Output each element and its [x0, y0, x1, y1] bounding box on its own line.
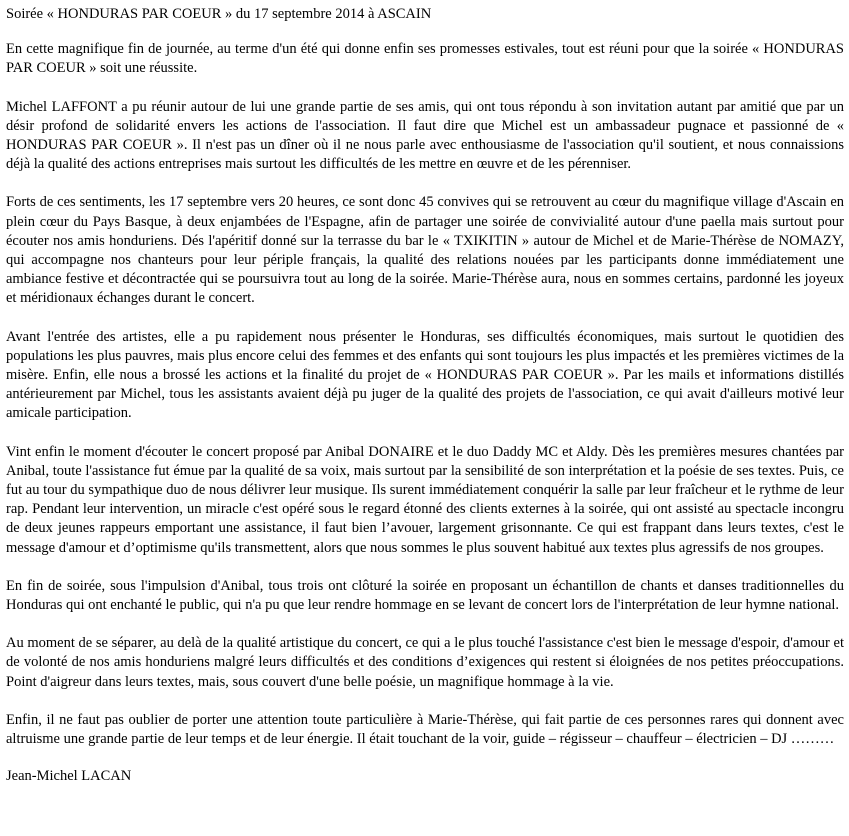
- paragraph-honduras-presentation: Avant l'entrée des artistes, elle a pu rapidement nous présenter le Honduras, ses difficultés économiques, mais surtout le quotidien des populations les plus pauvres, mais plus encore celui des femmes et des enfants qui sont toujours les plus impactés et les premières victimes de la misère. Enfin, elle nous a brossé les actions et la finalité du projet de « HONDURAS PAR COEUR ». Par les mails et informations distillés antérieurement par Michel, tous les assistants avaient déjà pu juger de la qualité des projets de l'association, ce qui avait d'ailleurs motivé leur amicale participation.: [6, 328, 844, 422]
- paragraph-ascain-evening: Forts de ces sentiments, les 17 septembre vers 20 heures, ce sont donc 45 convives qui se retrouvent au cœur du magnifique village d'Ascain en plein cœur du Pays Basque, à deux enjambées de l'Espagne, afin de partager une soirée de convivialité autour d'une paella mais surtout pour écouter nos amis honduriens. Dés l'apéritif donné sur la terrasse du bar le « TXIKITIN » autour de Michel et de Marie-Thérèse de NOMAZY, qui accompagne nos chanteurs pour leur périple français, la qualité des relations nouées par les participants donne immédiatement une ambiance festive et décontractée qui se poursuivra tout au long de la soirée. Marie-Thérèse aura, nous en sommes certains, pardonné les joyeux et méridionaux échanges durant le concert.: [6, 194, 844, 307]
- paragraph-concert: Vint enfin le moment d'écouter le concert proposé par Anibal DONAIRE et le duo Daddy MC et Aldy. Dès les premières mesures chantées par Anibal, toute l'assistance fut émue par la qualité de sa voix, mais surtout par la sensibilité de son interprétation et la poésie de ses textes. Puis, ce fut au tour du sympathique duo de nous délivrer leur musique. Ils surent immédiatement conquérir la salle par leur fraîcheur et le rythme de leur rap. Pendant leur intervention, un miracle c'est opéré sous le regard étonné des clients externes à la soirée, qui ont assisté au spectacle incongru de deux jeunes rappeurs emportant une assistance, il faut bien l’avouer, largement grisonnante. Ce qui est frappant dans leurs textes, c'est le message d'amour et d’optimisme qu'ils transmettent, alors que nous sommes le plus souvent habitué aux textes plus agressifs de nos groupes.: [6, 443, 844, 556]
- paragraph-marie-therese: Enfin, il ne faut pas oublier de porter une attention toute particulière à Marie-Thérèse, qui fait partie de ces personnes rares qui donnent avec altruisme une grande partie de leur temps et de leur énergie. Il était touchant de la voir, guide – régisseur – chauffeur – électricien – DJ ………: [6, 711, 844, 748]
- document-title: Soirée « HONDURAS PAR COEUR » du 17 septembre 2014 à ASCAIN: [6, 6, 432, 22]
- paragraph-farewell: Au moment de se séparer, au delà de la qualité artistique du concert, ce qui a le plus touché l'assistance c'est bien le message d'espoir, d'amour et de volonté de nos amis honduriens malgré leurs difficultés et des conditions d’exigences qui restent si éloignées de nos petites préoccupations. Point d'aigreur dans leurs textes, mais, sous couvert d'une belle poésie, un magnifique hommage à la vie.: [6, 635, 844, 690]
- paragraph-end-of-evening: En fin de soirée, sous l'impulsion d'Anibal, tous trois ont clôturé la soirée en proposant un échantillon de chants et danses traditionnelles du Honduras qui ont enchanté le public, qui n'a pu que leur rendre hommage en se levant de concert lors de l'interprétation de leur hymne national.: [6, 577, 844, 614]
- paragraph-michel-laffont: Michel LAFFONT a pu réunir autour de lui une grande partie de ses amis, qui ont tous répondu à son invitation autant par amitié que par un désir profond de solidarité envers les actions de l'association. Il faut dire que Michel est un ambassadeur pugnace et passionné de « HONDURAS PAR COEUR ». Il n'est pas un dîner où il ne nous parle avec enthousiasme de l'association qu'il soutient, et nous connaissions déjà la qualité des actions entreprises mais surtout les difficultés de les mettre en œuvre et de les pérenniser.: [6, 98, 844, 173]
- document-body: [6, 5, 844, 787]
- author-signature: Jean-Michel LACAN: [6, 768, 132, 785]
- paragraph-intro: En cette magnifique fin de journée, au terme d'un été qui donne enfin ses promesses estivales, tout est réuni pour que la soirée « HONDURAS PAR COEUR » soit une réussite.: [6, 41, 844, 77]
